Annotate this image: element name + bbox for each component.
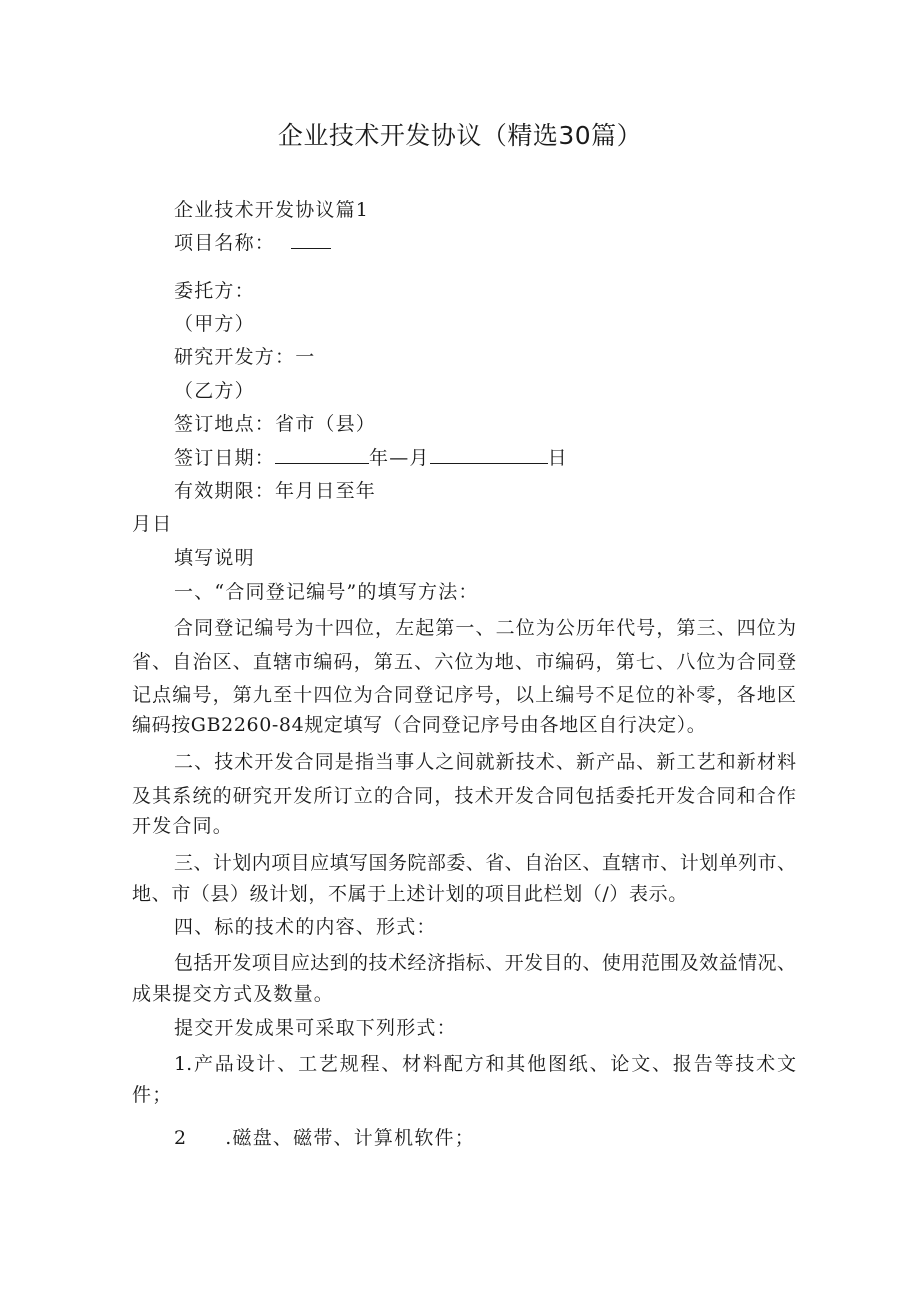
project-name-field [174, 229, 331, 257]
page-title: 企业技术开发协议（精选30篇） [277, 121, 643, 150]
item-3-line-2: 地、市（县）级计划，不属于上述计划的项目此栏划（/）表示。 [132, 883, 688, 905]
sign-date-year-blank [275, 447, 369, 464]
party-a-label: （甲方） [174, 313, 255, 335]
sign-date-day-blank [430, 447, 548, 464]
item-2-line-3: 开发合同。 [132, 815, 234, 837]
sign-date-year-month: 年—月 [369, 447, 430, 469]
developer-label: 研究开发方：一 [174, 346, 316, 368]
form-2-number: 2 [174, 1127, 188, 1149]
form-2-text: .磁盘、磁带、计算机软件； [225, 1127, 475, 1149]
party-b-label: （乙方） [174, 380, 255, 402]
validity-period-continued: 月日 [132, 513, 173, 535]
sign-date-field [174, 444, 568, 472]
client-label: 委托方： [174, 280, 255, 302]
item-4-line-1: 包括开发项目应达到的技术经济指标、开发目的、使用范围及效益情况、 [174, 952, 796, 974]
section-heading: 企业技术开发协议篇1 [174, 199, 370, 221]
sign-place: 签订地点：省市（县） [174, 413, 377, 435]
sign-date-label: 签订日期： [174, 447, 276, 469]
instructions-heading: 填写说明 [174, 547, 255, 569]
form-2-line [174, 1124, 475, 1152]
forms-heading: 提交开发成果可采取下列形式： [174, 1017, 457, 1039]
item-2-line-1: 二、技术开发合同是指当事人之间就新技术、新产品、新工艺和新材料 [174, 751, 796, 773]
form-1-line-1: 1.产品设计、工艺规程、材料配方和其他图纸、论文、报告等技术文 [174, 1053, 796, 1075]
item-1-heading: 一、“合同登记编号”的填写方法： [174, 581, 479, 603]
item-3-line-1: 三、计划内项目应填写国务院部委、省、自治区、直辖市、计划单列市、 [174, 852, 796, 874]
item-1-line-2: 省、自治区、直辖市编码，第五、六位为地、市编码，第七、八位为合同登 [132, 651, 796, 673]
item-4-line-2: 成果提交方式及数量。 [132, 983, 335, 1005]
project-name-blank [291, 232, 331, 249]
item-2-line-2: 及其系统的研究开发所订立的合同，技术开发合同包括委托开发合同和合作 [132, 785, 796, 807]
validity-period: 有效期限：年月日至年 [174, 480, 377, 502]
item-1-line-1: 合同登记编号为十四位，左起第一、二位为公历年代号，第三、四位为 [174, 617, 796, 639]
item-1-line-3: 记点编号，第九至十四位为合同登记序号，以上编号不足位的补零，各地区 [132, 684, 796, 706]
item-4-heading: 四、标的技术的内容、形式： [174, 916, 437, 938]
form-1-line-2: 件； [132, 1084, 173, 1106]
project-name-label: 项目名称： [174, 232, 276, 254]
sign-date-day: 日 [547, 447, 568, 469]
item-1-line-4: 编码按GB2260-84规定填写（合同登记序号由各地区自行决定）。 [132, 714, 707, 736]
